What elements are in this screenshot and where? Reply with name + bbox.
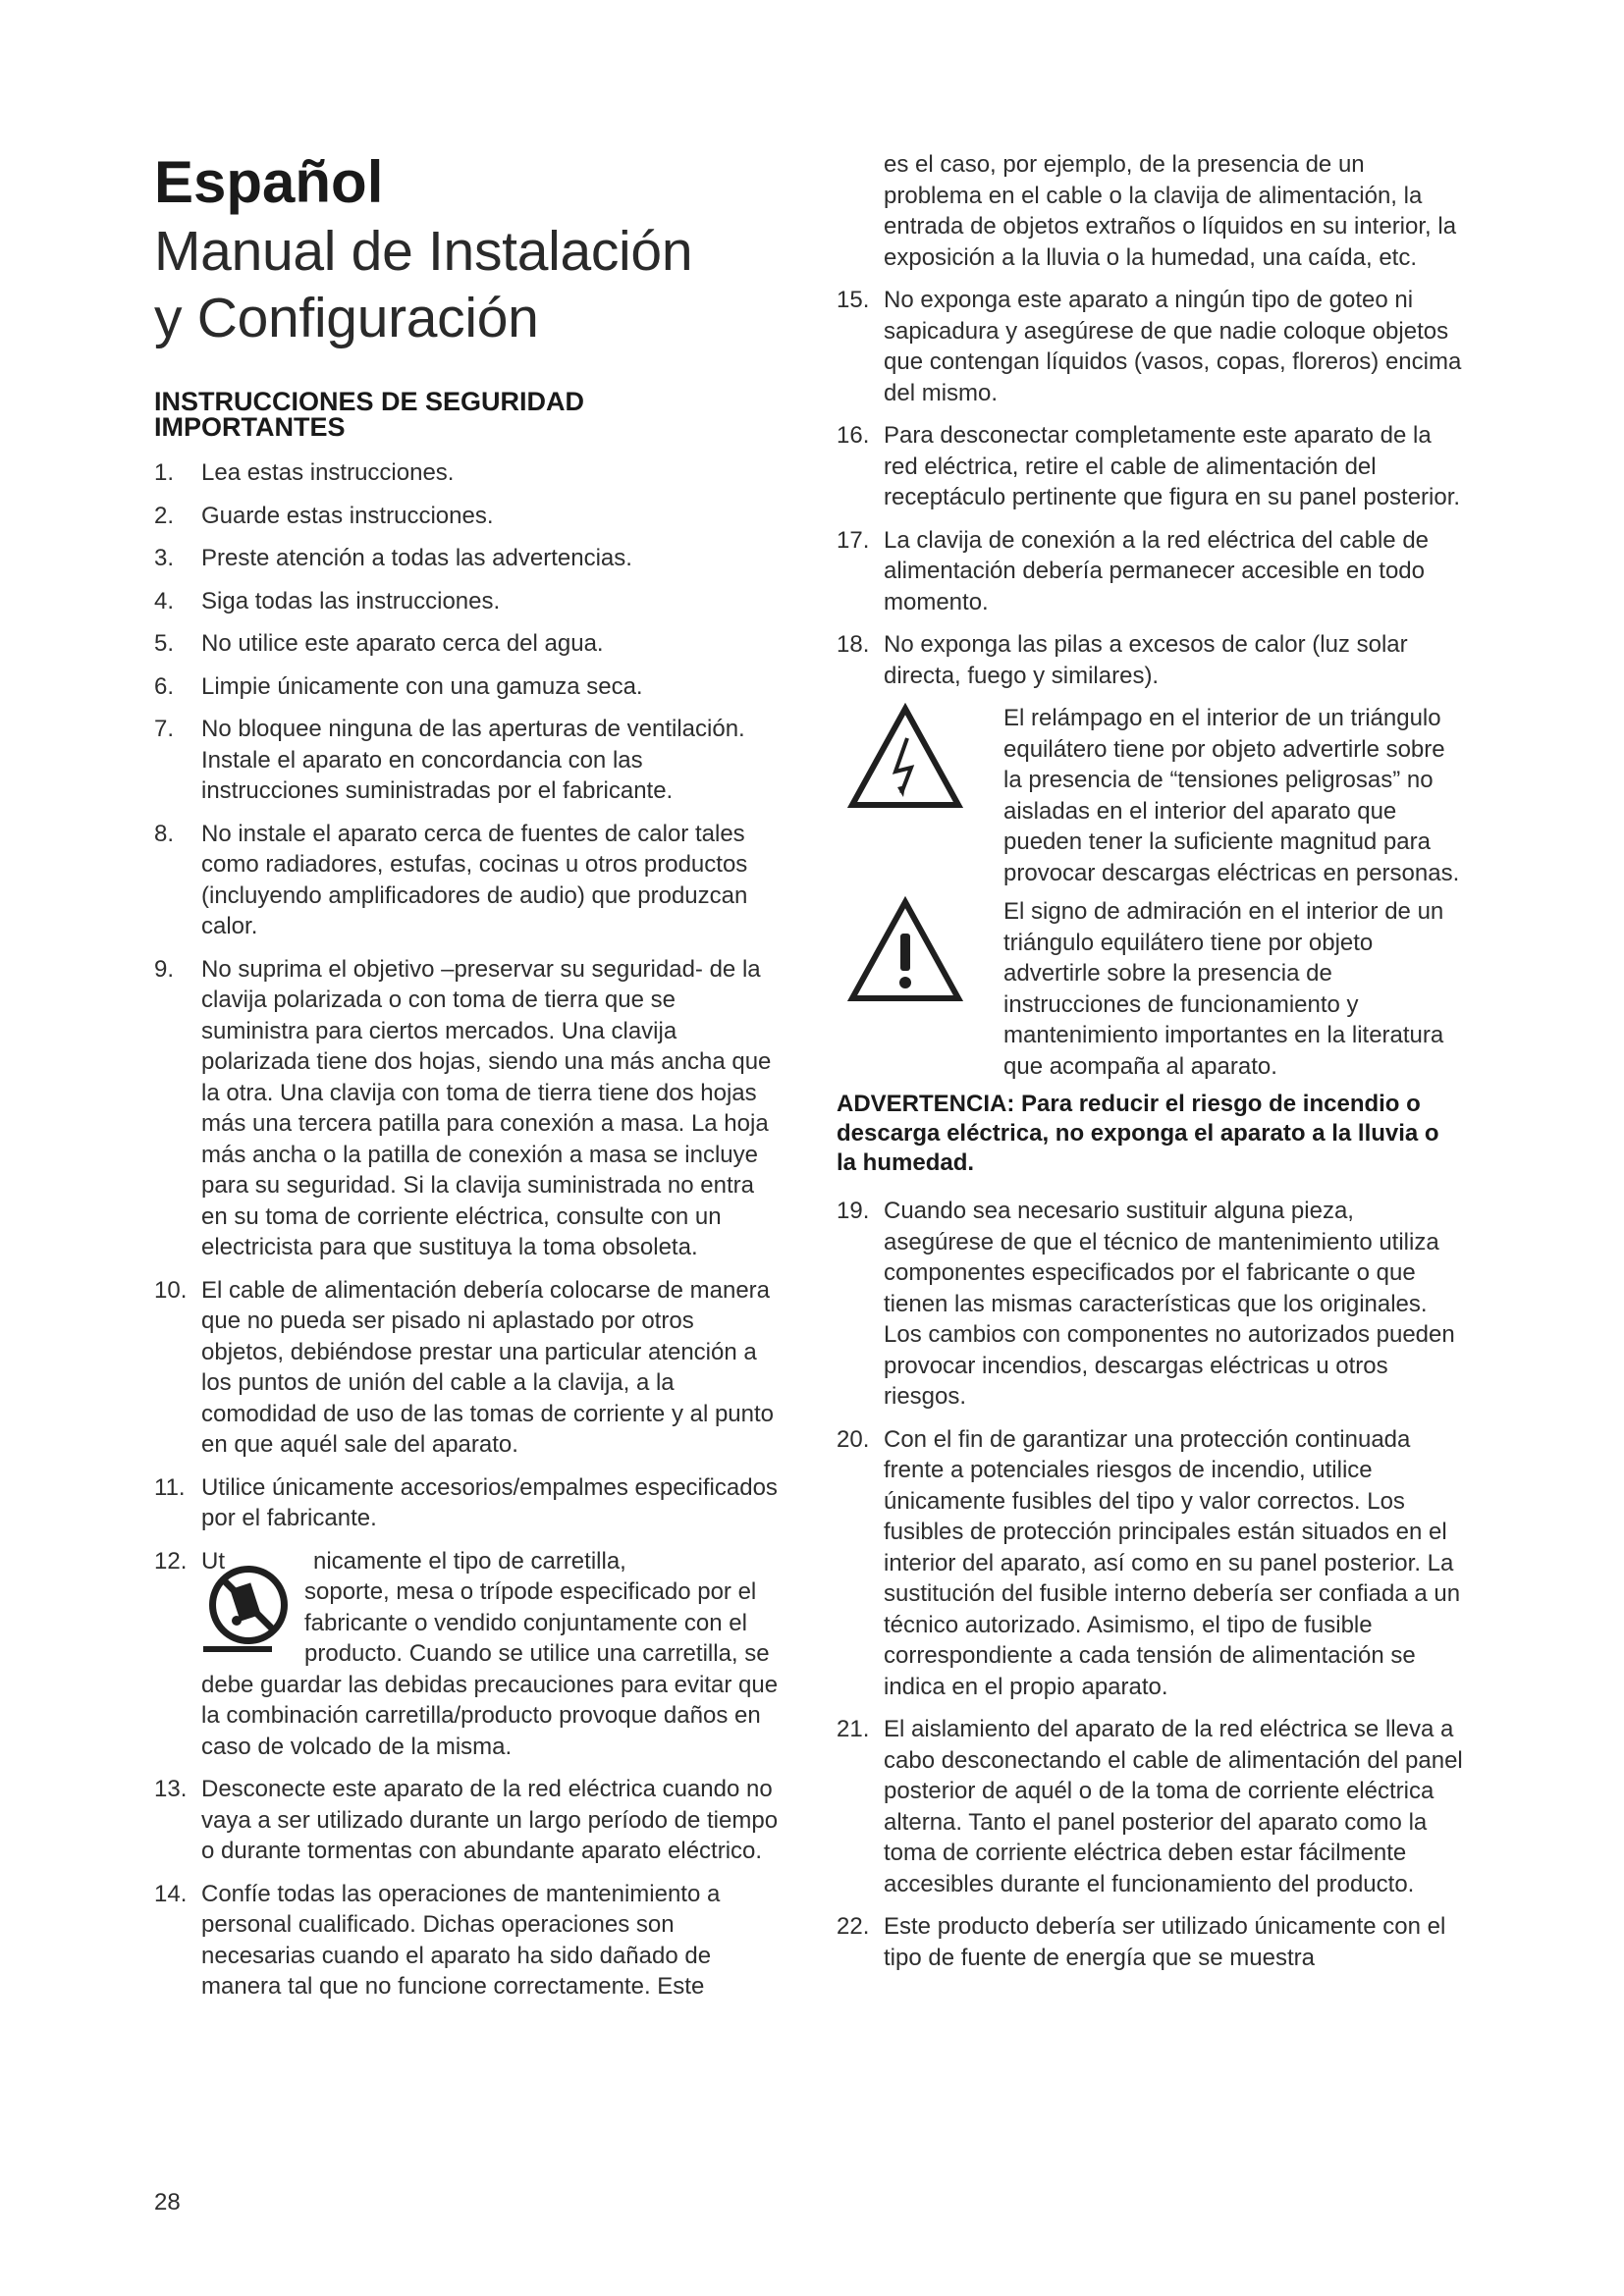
instruction-item-4	[154, 586, 783, 617]
instruction-item-12	[154, 1546, 783, 1763]
item-number: 16.	[837, 422, 870, 449]
item-number: 9.	[154, 955, 175, 983]
instruction-item-6	[154, 671, 783, 703]
item-text: Confíe todas las operaciones de mantenimiento a personal cualificado. Dichas operaciones son necesarias cuando el aparato ha sido dañado de manera tal que no funcione correctamente. Este	[201, 1880, 721, 2000]
instruction-item-15	[837, 285, 1465, 408]
advertencia-warning: ADVERTENCIA: Para reducir el riesgo de incendio o descarga eléctrica, no exponga el aparato a la lluvia o la humedad.	[837, 1091, 1439, 1176]
safety-heading-line2: IMPORTANTES	[154, 412, 346, 442]
item-text: No exponga las pilas a excesos de calor (luz solar directa, fuego y similares).	[884, 631, 1408, 689]
item-number: 18.	[837, 631, 870, 658]
right-column	[837, 149, 1465, 1985]
instruction-item-22	[837, 1911, 1465, 1973]
item-number: 5.	[154, 630, 175, 657]
item-text: No suprima el objetivo –preservar su seguridad- de la clavija polarizada o con toma de tierra que se suministra para ciertos mercados. Una clavija polarizada tiene dos hojas, siendo una más ancha que la otra. Una clavija con toma de tierra tiene dos hojas más una tercera patilla para conexión a masa. La hoja más ancha o la patilla de conexión a masa se incluye para su seguridad. Si la clavija suministrada no entra en su toma de corriente eléctrica, consulte con un electricista para que sustituya la toma obsoleta.	[201, 955, 772, 1260]
manual-title-line1: Manual de Instalación	[154, 220, 693, 283]
item-text: Este producto debería ser utilizado únicamente con el tipo de fuente de energía que se muestra	[884, 1913, 1446, 1971]
instruction-item-14	[154, 1879, 783, 2002]
page-number: 28	[154, 2189, 181, 2216]
item-12-continued-text: debe guardar las debidas precauciones para evitar que la combinación carretilla/producto provoque daños en caso de volcado de la misma.	[201, 1671, 779, 1760]
exclamation-warning	[837, 896, 1465, 1082]
exclamation-triangle-icon	[846, 896, 964, 1004]
item-text: Para desconectar completamente este aparato de la red eléctrica, retire el cable de alimentación del receptáculo pertinente que figura en su panel posterior.	[884, 422, 1461, 510]
item-number: 6.	[154, 672, 175, 700]
safety-heading	[154, 389, 783, 440]
item-number: 8.	[154, 820, 175, 847]
instruction-item-20	[837, 1424, 1465, 1703]
item-number: 3.	[154, 545, 175, 571]
item-text: Cuando sea necesario sustituir alguna pieza, asegúrese de que el técnico de mantenimiento utiliza componentes especificados por el fabricante o que tienen las mismas características que los originales. Los cambios con componentes no autorizados pueden provocar incendios, descargas eléctricas u otros riesgos.	[884, 1198, 1455, 1410]
item-text: Desconecte este aparato de la red eléctrica cuando no vaya a ser utilizado durante un largo período de tiempo o durante tormentas con abundante aparato eléctrico.	[201, 1776, 779, 1864]
item-number: 14.	[154, 1880, 188, 1907]
item-text: Lea estas instrucciones.	[201, 459, 455, 486]
exclamation-warning-text: El signo de admiración en el interior de un triángulo equilátero tiene por objeto advertirle sobre la presencia de instrucciones de funcionamiento y mantenimiento importantes en la literatura que acompaña al aparato.	[1003, 898, 1444, 1080]
instruction-item-7	[154, 714, 783, 807]
lightning-warning-text: El relámpago en el interior de un triángulo equilátero tiene por objeto advertirle sobre la presencia de “tensiones peligrosas” no aisladas en el interior del aparato que pueden tener la suficiente magnitud para provocar descargas eléctricas en personas.	[1003, 705, 1460, 886]
item-12-indented-text: soporte, mesa o trípode especificado por el fabricante o vendido conjuntamente con el producto. Cuando se utilice una carretilla, se	[304, 1578, 770, 1667]
manual-title-line2: y Configuración	[154, 287, 539, 349]
safety-heading-line1: INSTRUCCIONES DE SEGURIDAD	[154, 387, 585, 416]
instruction-item-16	[837, 420, 1465, 513]
item-number: 1.	[154, 459, 175, 486]
instruction-item-1	[154, 457, 783, 489]
item-number: 4.	[154, 587, 175, 614]
instruction-item-19	[837, 1196, 1465, 1413]
item-number: 11.	[154, 1473, 186, 1501]
instruction-item-9	[154, 954, 783, 1263]
item-text: Preste atención a todas las advertencias.	[201, 545, 632, 571]
item-12-fragment-a: Ut	[201, 1547, 225, 1575]
item-text: La clavija de conexión a la red eléctrica del cable de alimentación debería permanecer accesible en todo momento.	[884, 526, 1430, 615]
item-number: 2.	[154, 502, 175, 529]
item-text: No exponga este aparato a ningún tipo de goteo ni sapicadura y asegúrese de que nadie coloque objetos que contengan líquidos (vasos, copas, floreros) encima del mismo.	[884, 287, 1462, 406]
item-number: 10.	[154, 1276, 188, 1304]
item-text: Con el fin de garantizar una protección continuada frente a potenciales riesgos de incendio, utilice únicamente fusibles del tipo y valor correctos. Los fusibles de protección principales están situados en el interior del aparato, así como en su panel posterior. La sustitución del fusible interno debería ser confiada a un técnico autorizado. Asimismo, el tipo de fusible correspondiente a cada tensión de alimentación se indica en el propio aparato.	[884, 1425, 1461, 1700]
item-number: 20.	[837, 1425, 870, 1453]
item-12-fragment-b: nicamente el tipo de carretilla,	[313, 1547, 626, 1575]
instruction-item-5	[154, 628, 783, 660]
language-title: Español	[154, 149, 384, 215]
instruction-item-11	[154, 1472, 783, 1534]
instruction-item-8	[154, 819, 783, 942]
item-14-continuation: es el caso, por ejemplo, de la presencia de un problema en el cable o la clavija de alimentación, la entrada de objetos extraños o líquidos en su interior, la exposición a la lluvia o la humedad, una caída, etc.	[884, 151, 1457, 271]
item-text: Limpie únicamente con una gamuza seca.	[201, 672, 643, 700]
item-number: 22.	[837, 1913, 870, 1940]
item-text: El cable de alimentación debería colocarse de manera que no pueda ser pisado ni aplastado por otros objetos, debiéndose prestar una particular atención a los puntos de unión del cable a la clavija, a la comodidad de uso de las tomas de corriente y al punto en que aquél sale del aparato.	[201, 1276, 775, 1458]
instruction-item-10	[154, 1275, 783, 1461]
item-number: 12.	[154, 1547, 188, 1575]
lightning-triangle-icon	[846, 703, 964, 811]
instruction-item-18	[837, 629, 1465, 691]
lightning-warning	[837, 703, 1465, 888]
item-text: Guarde estas instrucciones.	[201, 502, 494, 529]
instruction-item-13	[154, 1774, 783, 1867]
item-number: 13.	[154, 1776, 188, 1802]
item-text: No bloquee ninguna de las aperturas de ventilación. Instale el aparato en concordancia con las instrucciones suministradas por el fabricante.	[201, 716, 745, 804]
item-number: 21.	[837, 1716, 870, 1742]
item-number: 17.	[837, 526, 870, 554]
instruction-item-17	[837, 525, 1465, 618]
item-number: 19.	[837, 1198, 870, 1224]
item-text: No utilice este aparato cerca del agua.	[201, 630, 604, 657]
cart-tip-over-icon	[201, 1556, 299, 1654]
instruction-item-3	[154, 543, 783, 574]
instruction-item-21	[837, 1714, 1465, 1899]
left-column	[154, 147, 783, 2014]
item-text: Siga todas las instrucciones.	[201, 587, 501, 614]
instruction-item-2	[154, 501, 783, 532]
item-text: El aislamiento del aparato de la red eléctrica se lleva a cabo desconectando el cable de alimentación del panel posterior de aquél o de la toma de corriente eléctrica alterna. Tanto el panel posterior del aparato como la toma de corriente eléctrica deben estar fácilmente accesibles durante el funcionamiento del producto.	[884, 1716, 1463, 1897]
item-text: No instale el aparato cerca de fuentes de calor tales como radiadores, estufas, cocinas u otros productos (incluyendo amplificadores de audio) que produzcan calor.	[201, 820, 748, 939]
item-number: 7.	[154, 716, 175, 742]
item-text: Utilice únicamente accesorios/empalmes especificados por el fabricante.	[201, 1473, 778, 1531]
item-number: 15.	[837, 287, 870, 313]
